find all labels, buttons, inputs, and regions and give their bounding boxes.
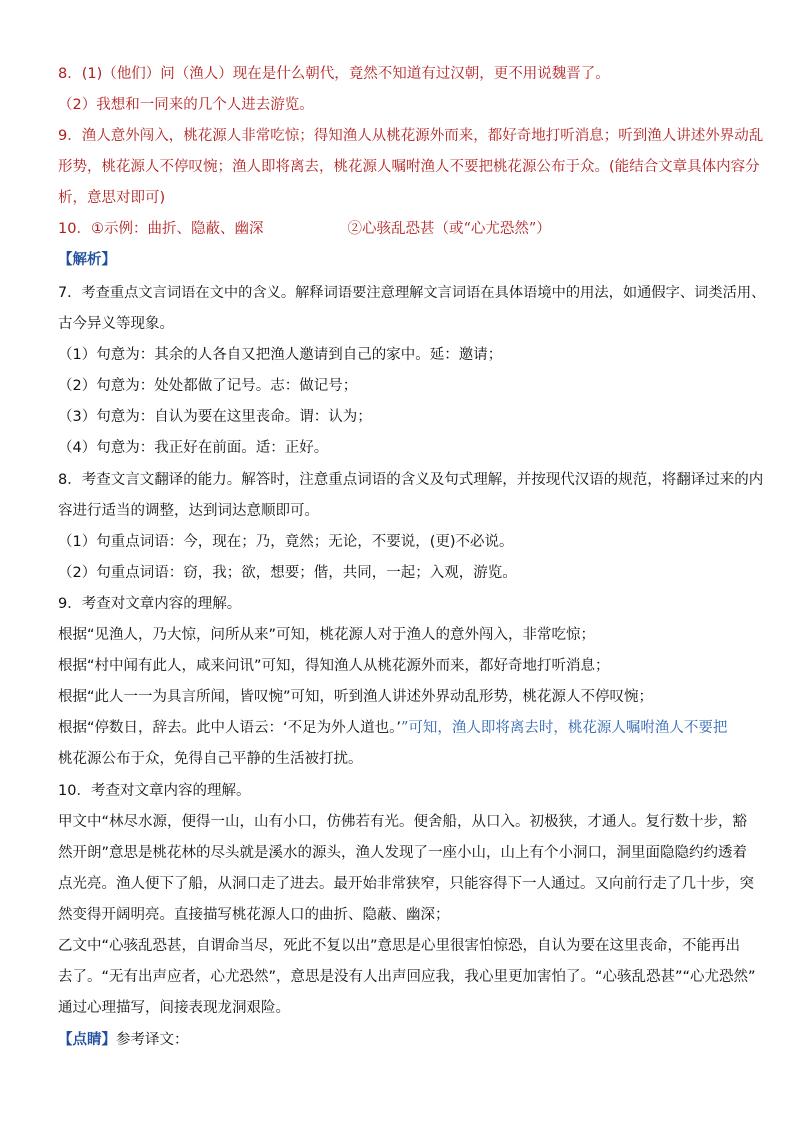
analysis-10-heading: 10．考查对文章内容的理解。 [58,783,251,799]
analysis-10-jia-line-4: 然变得开阔明亮。直接描写桃花源人口的曲折、隐蔽、幽深； [58,907,450,923]
analysis-10-jia-line-3: 点光亮。渔人便下了船，从洞口走了进去。最开始非常狭窄，只能容得下一人通过。又向前行走了几十步，突 [58,876,754,892]
analysis-7-item-2: （2）句意为：处处都做了记号。志：做记号； [58,378,358,394]
analysis-7-line-2: 古今异义等现象。 [58,316,174,332]
answer-9-line-2: 形势，桃花源人不停叹惋；渔人即将离去，桃花源人嘱咐渔人不要把桃花源公布于众。(能结合文章具体内容分 [58,159,760,175]
analysis-8-line-1: 8．考查文言文翻译的能力。解答时，注意重点词语的含义及句式理解，并按现代汉语的规范，将翻译过来的内 [58,472,764,488]
answer-10-part-1: 10．①示例：曲折、隐蔽、幽深 [58,221,264,237]
analysis-9-quote: 根据“停数日，辞去。此中人语云：‘不足为外人道也。’ [58,720,401,736]
analysis-7-line-1: 7．考查重点文言词语在文中的含义。解释词语要注意理解文言词语在具体语境中的用法，如通假字、词类活用、 [58,285,766,301]
answer-10 [58,219,551,239]
analysis-9-quote-tail: ”可知，渔人即将离去时，桃花源人嘱咐渔人不要把 [400,720,728,736]
analysis-8-line-2: 容进行适当的调整，达到词达意顺即可。 [58,503,319,519]
answer-10-part-2: ②心骇乱恐甚（或“心尤恐然”） [347,221,551,237]
analysis-9-point-1: 根据“见渔人，乃大惊，问所从来”可知，桃花源人对于渔人的意外闯入，非常吃惊； [58,627,596,643]
reference-translation-label: 参考译文： [116,1032,189,1048]
analysis-9-point-3: 根据“此人一一为具言所闻，皆叹惋”可知，听到渔人讲述外界动乱形势，桃花源人不停叹惋； [58,689,654,705]
analysis-7-item-4: （4）句意为：我正好在前面。适：正好。 [58,440,329,456]
answer-9-line-3: 析，意思对即可) [58,190,166,206]
analysis-8-item-1: （1）句重点词语：今，现在；乃，竟然；无论，不要说，(更)不必说。 [58,534,514,550]
analysis-9-point-2: 根据“村中闻有此人，咸来问讯”可知，得知渔人从桃花源外而来，都好奇地打听消息； [58,658,610,674]
analysis-10-yi-line-3: 通过心理描写，间接表现龙洞艰险。 [58,1000,290,1016]
analysis-7-item-3: （3）句意为：自认为要在这里丧命。谓：认为； [58,409,372,425]
analysis-9-point-4-cont: 桃花源公布于众，免得自己平静的生活被打扰。 [58,751,363,767]
analysis-8-item-2: （2）句重点词语：窃，我；欲，想要；偕，共同，一起；入观，游览。 [58,565,517,581]
dianjing-line [58,1030,189,1050]
analysis-heading: 【解析】 [58,252,116,268]
analysis-10-yi-line-1: 乙文中“心骇乱恐甚，自谓命当尽，死此不复以出”意思是心里很害怕惊恐，自认为要在这里丧命，不能再出 [58,938,741,954]
analysis-7-item-1: （1）句意为：其余的人各自又把渔人邀请到自己的家中。延：邀请； [58,347,503,363]
answer-8-1: 8．(1)（他们）问（渔人）现在是什么朝代，竟然不知道有过汉朝，更不用说魏晋了。 [58,66,610,82]
analysis-9-heading: 9．考查对文章内容的理解。 [58,596,242,612]
analysis-10-yi-line-2: 去了。“无有出声应者，心尤恐然”，意思是没有人出声回应我，我心里更加害怕了。“心骇乱恐甚”“心尤恐然” [58,969,756,985]
analysis-10-jia-line-1: 甲文中“林尽水源，便得一山，山有小口，仿佛若有光。便舍船，从口入。初极狭，才通人。复行数十步，豁 [58,814,748,830]
analysis-9-point-4 [58,718,727,738]
answer-9-line-1: 9．渔人意外闯入，桃花源人非常吃惊；得知渔人从桃花源外而来，都好奇地打听消息；听到渔人讲述外界动乱 [58,128,764,144]
analysis-10-jia-line-2: 然开朗”意思是桃花林的尽头就是溪水的源头，渔人发现了一座小山，山上有个小洞口，洞里面隐隐约约透着 [58,845,748,861]
answer-8-2: （2）我想和一同来的几个人进去游览。 [58,97,314,113]
dianjing-heading: 【点睛】 [58,1032,116,1048]
